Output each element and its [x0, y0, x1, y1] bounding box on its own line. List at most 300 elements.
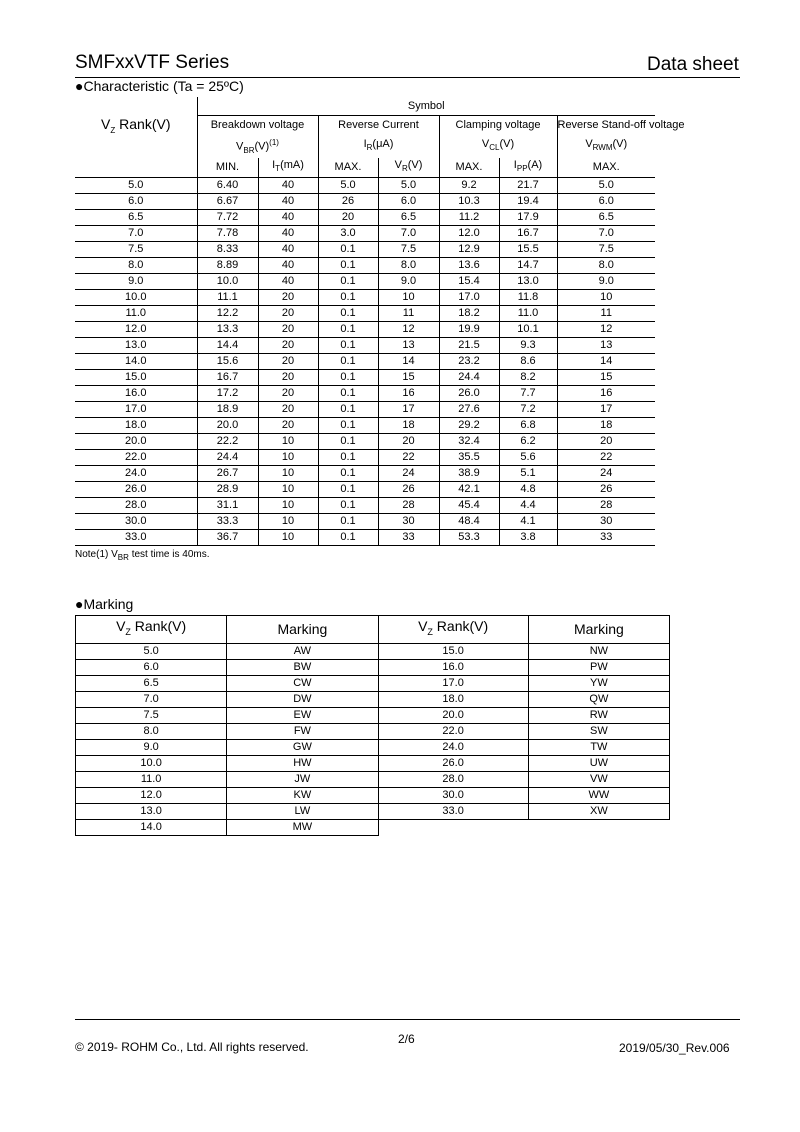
clamping-voltage-header: Clamping voltage — [439, 116, 557, 136]
marking-title-text: Marking — [83, 596, 134, 612]
table-row — [75, 273, 655, 289]
table-cell: 4.4 — [499, 497, 557, 513]
table-cell: 6.5 — [76, 675, 227, 691]
table-cell: 14.4 — [197, 337, 258, 353]
table-row — [75, 241, 655, 257]
table-row — [76, 643, 670, 659]
table-cell — [378, 819, 528, 835]
table-cell: 26 — [557, 481, 655, 497]
table-cell: YW — [528, 675, 669, 691]
table-cell: 15.0 — [378, 643, 528, 659]
table-cell: 8.0 — [75, 257, 197, 273]
table-cell: 28 — [557, 497, 655, 513]
table-cell: 0.1 — [318, 257, 378, 273]
table-row — [75, 417, 655, 433]
table-row — [76, 723, 670, 739]
table-cell: 10.3 — [439, 193, 499, 209]
table-row — [76, 739, 670, 755]
table-cell: 10.0 — [76, 755, 227, 771]
table-row — [76, 771, 670, 787]
table-cell: 7.0 — [75, 225, 197, 241]
table-cell: 15.6 — [197, 353, 258, 369]
table-cell: 26.0 — [378, 755, 528, 771]
breakdown-voltage-header: Breakdown voltage — [197, 116, 318, 136]
table-cell: 12 — [557, 321, 655, 337]
table-cell: 40 — [258, 209, 318, 225]
table-cell: 53.3 — [439, 529, 499, 545]
table-cell: 26 — [318, 193, 378, 209]
table-cell: 10 — [258, 513, 318, 529]
table-cell: FW — [227, 723, 378, 739]
table-cell: 0.1 — [318, 353, 378, 369]
table-cell: HW — [227, 755, 378, 771]
table-cell: 6.5 — [378, 209, 439, 225]
table-cell: 24 — [378, 465, 439, 481]
table-cell: JW — [227, 771, 378, 787]
table-cell: 20 — [557, 433, 655, 449]
table-row — [75, 401, 655, 417]
table-cell: XW — [528, 803, 669, 819]
table-cell: 40 — [258, 273, 318, 289]
table-cell: 3.0 — [318, 225, 378, 241]
table-cell: 30 — [378, 513, 439, 529]
table-cell: 33.3 — [197, 513, 258, 529]
table-cell: 3.8 — [499, 529, 557, 545]
table-cell: 17.0 — [439, 289, 499, 305]
table-cell: 0.1 — [318, 433, 378, 449]
table-cell: 0.1 — [318, 401, 378, 417]
table-cell: 6.0 — [76, 659, 227, 675]
table-cell: 23.2 — [439, 353, 499, 369]
table-cell: 10 — [258, 529, 318, 545]
table-cell: 16.7 — [197, 369, 258, 385]
table-cell: 11.0 — [75, 305, 197, 321]
table-cell: 7.0 — [557, 225, 655, 241]
table-row — [75, 257, 655, 273]
table-cell: 11 — [557, 305, 655, 321]
table-cell: 20 — [258, 321, 318, 337]
table-row — [76, 755, 670, 771]
table-cell: 24.4 — [439, 369, 499, 385]
min-header: MIN. — [197, 158, 258, 178]
table-cell: 0.1 — [318, 337, 378, 353]
table-cell: BW — [227, 659, 378, 675]
characteristic-section-title — [75, 78, 244, 94]
table-cell: 13.6 — [439, 257, 499, 273]
ir-symbol: $I_R(\mu A)$ — [318, 135, 439, 158]
table-cell: 10 — [557, 289, 655, 305]
table-cell: 0.1 — [318, 385, 378, 401]
table-cell: 5.6 — [499, 449, 557, 465]
table-cell: 10 — [258, 465, 318, 481]
vz-rank-header: $V_Z$ Rank(V) — [75, 97, 197, 158]
table-cell: 0.1 — [318, 465, 378, 481]
table-cell: 5.0 — [557, 177, 655, 193]
table-cell: QW — [528, 691, 669, 707]
table-cell: 31.1 — [197, 497, 258, 513]
table-cell: 7.5 — [75, 241, 197, 257]
vcl-symbol: $V_{CL}(V)$ — [439, 135, 557, 158]
table-row — [76, 803, 670, 819]
table-cell: 32.4 — [439, 433, 499, 449]
table-cell: 0.1 — [318, 369, 378, 385]
table-cell: 18.9 — [197, 401, 258, 417]
table-cell: 13.3 — [197, 321, 258, 337]
table-cell: 24.4 — [197, 449, 258, 465]
table-cell: 9.0 — [378, 273, 439, 289]
table-row — [76, 659, 670, 675]
table-cell: 16.7 — [499, 225, 557, 241]
table-cell: 17.0 — [75, 401, 197, 417]
table-cell: 7.2 — [499, 401, 557, 417]
table-cell: 0.1 — [318, 481, 378, 497]
table-cell: 5.0 — [378, 177, 439, 193]
table-cell: 18.2 — [439, 305, 499, 321]
table-cell: 14.7 — [499, 257, 557, 273]
table-cell: 5.0 — [76, 643, 227, 659]
table-cell: 0.1 — [318, 529, 378, 545]
characteristic-table — [75, 97, 685, 546]
table-cell: 4.8 — [499, 481, 557, 497]
table-row — [75, 449, 655, 465]
vrwm-max-header: MAX. — [557, 158, 655, 178]
table-cell: 45.4 — [439, 497, 499, 513]
table-cell: 36.7 — [197, 529, 258, 545]
table-row — [75, 385, 655, 401]
bullet-icon: ● — [75, 596, 84, 612]
table-cell: 6.8 — [499, 417, 557, 433]
table-row — [75, 209, 655, 225]
table-cell: 20 — [258, 305, 318, 321]
table-row — [75, 289, 655, 305]
table-cell: 17.2 — [197, 385, 258, 401]
table-cell: 11 — [378, 305, 439, 321]
table-cell: 20 — [258, 337, 318, 353]
table-cell: 20 — [258, 417, 318, 433]
table-cell: 6.5 — [75, 209, 197, 225]
table-cell: 33 — [378, 529, 439, 545]
table-cell: 10 — [258, 449, 318, 465]
vz-rank-header-spacer — [75, 158, 197, 178]
table-cell: MW — [227, 819, 378, 835]
vr-header: $V_R(V)$ — [378, 158, 439, 178]
table-cell: 9.0 — [75, 273, 197, 289]
table-cell: 18.0 — [378, 691, 528, 707]
table-cell: 33 — [557, 529, 655, 545]
table-cell: 0.1 — [318, 497, 378, 513]
table-cell: 8.2 — [499, 369, 557, 385]
table-cell: 8.33 — [197, 241, 258, 257]
table-cell: 12 — [378, 321, 439, 337]
symbol-header: Symbol — [197, 97, 655, 116]
table-cell: 26.7 — [197, 465, 258, 481]
table-cell: 13 — [378, 337, 439, 353]
table-cell: TW — [528, 739, 669, 755]
table-cell: 15 — [378, 369, 439, 385]
ir-max-header: MAX. — [318, 158, 378, 178]
table-cell: 29.2 — [439, 417, 499, 433]
characteristic-title-text: Characteristic (Ta = 25ºC) — [83, 78, 244, 94]
table-cell: RW — [528, 707, 669, 723]
table-cell: VW — [528, 771, 669, 787]
table-cell: 10 — [258, 481, 318, 497]
table-cell: 13 — [557, 337, 655, 353]
table-cell: 5.1 — [499, 465, 557, 481]
table-cell: 24 — [557, 465, 655, 481]
document-type: Data sheet — [647, 54, 739, 75]
table-cell: 5.0 — [318, 177, 378, 193]
it-header: $I_T(mA)$ — [258, 158, 318, 178]
table-cell: 10.0 — [197, 273, 258, 289]
table-cell: PW — [528, 659, 669, 675]
table-row — [75, 433, 655, 449]
table-row — [75, 465, 655, 481]
table-cell: 18 — [557, 417, 655, 433]
table-cell: 16.0 — [75, 385, 197, 401]
table-cell: 20.0 — [378, 707, 528, 723]
vcl-max-header: MAX. — [439, 158, 499, 178]
table-row — [75, 305, 655, 321]
table-row — [75, 497, 655, 513]
table-cell: 11.2 — [439, 209, 499, 225]
table-cell: 13.0 — [76, 803, 227, 819]
table-cell: 8.0 — [557, 257, 655, 273]
table-cell: 19.9 — [439, 321, 499, 337]
table-row — [75, 481, 655, 497]
table-cell: 28.0 — [75, 497, 197, 513]
table-cell: 14.0 — [76, 819, 227, 835]
table-cell: 17 — [378, 401, 439, 417]
table-cell: 13.0 — [499, 273, 557, 289]
table-cell: 11.0 — [499, 305, 557, 321]
table-cell: 24.0 — [75, 465, 197, 481]
marking-table — [75, 615, 670, 836]
standoff-voltage-header: Reverse Stand-off voltage — [557, 119, 685, 131]
table-row — [75, 225, 655, 241]
table-cell: 7.5 — [378, 241, 439, 257]
table-cell: 20 — [258, 369, 318, 385]
table-cell: 26 — [378, 481, 439, 497]
table-cell: 33.0 — [75, 529, 197, 545]
table-cell — [528, 819, 669, 835]
table-cell: GW — [227, 739, 378, 755]
table-cell: 0.1 — [318, 449, 378, 465]
table-cell: 16 — [557, 385, 655, 401]
table-cell: 28.0 — [378, 771, 528, 787]
revision: 2019/05/30_Rev.006 — [619, 1041, 730, 1055]
table-cell: 20 — [258, 401, 318, 417]
table-cell: 22 — [378, 449, 439, 465]
table-cell: 15.0 — [75, 369, 197, 385]
table-cell: 6.0 — [378, 193, 439, 209]
table-cell: 26.0 — [439, 385, 499, 401]
table-cell: 10.0 — [75, 289, 197, 305]
table-cell: 22.2 — [197, 433, 258, 449]
table-cell: 30 — [557, 513, 655, 529]
table-cell: 7.0 — [76, 691, 227, 707]
table-cell: 8.0 — [378, 257, 439, 273]
marking-header-right: Marking — [528, 616, 669, 644]
table-cell: UW — [528, 755, 669, 771]
table-cell: 8.89 — [197, 257, 258, 273]
table-cell: 9.0 — [76, 739, 227, 755]
table-cell: 15 — [557, 369, 655, 385]
table-cell: 33.0 — [378, 803, 528, 819]
table-cell: 17.0 — [378, 675, 528, 691]
vbr-symbol: $V_{BR}(V)^{(1)}$ — [197, 135, 318, 158]
table-cell: 19.4 — [499, 193, 557, 209]
table-cell: 7.78 — [197, 225, 258, 241]
table-row — [76, 707, 670, 723]
table-cell: 10.1 — [499, 321, 557, 337]
table-cell: CW — [227, 675, 378, 691]
table-cell: 16.0 — [378, 659, 528, 675]
table-cell: 20.0 — [75, 433, 197, 449]
table-cell: 15.4 — [439, 273, 499, 289]
table-cell: 30.0 — [75, 513, 197, 529]
table-cell: 35.5 — [439, 449, 499, 465]
table-cell: 7.5 — [76, 707, 227, 723]
marking-vz-header-left: $V_Z$ Rank(V) — [76, 616, 227, 644]
table-cell: 6.5 — [557, 209, 655, 225]
table-cell: 7.0 — [378, 225, 439, 241]
table-cell: 8.0 — [76, 723, 227, 739]
table-cell: AW — [227, 643, 378, 659]
table-cell: 28 — [378, 497, 439, 513]
table-cell: 28.9 — [197, 481, 258, 497]
table-cell: 6.0 — [75, 193, 197, 209]
table-cell: 10 — [258, 433, 318, 449]
table-cell: 7.7 — [499, 385, 557, 401]
table-cell: 22.0 — [378, 723, 528, 739]
vrwm-symbol: $V_{RWM}(V)$ — [585, 138, 628, 153]
table-cell: 20 — [318, 209, 378, 225]
table-cell: 14.0 — [75, 353, 197, 369]
table-cell: 0.1 — [318, 273, 378, 289]
table-cell: 40 — [258, 257, 318, 273]
table-cell: 48.4 — [439, 513, 499, 529]
table-cell: 12.0 — [75, 321, 197, 337]
table-cell: WW — [528, 787, 669, 803]
table-cell: 22.0 — [75, 449, 197, 465]
table-cell: 6.67 — [197, 193, 258, 209]
table-cell: 38.9 — [439, 465, 499, 481]
table-cell: 14 — [378, 353, 439, 369]
table-cell: 40 — [258, 177, 318, 193]
table-cell: SW — [528, 723, 669, 739]
table-cell: 12.2 — [197, 305, 258, 321]
table-cell: 6.40 — [197, 177, 258, 193]
table-row — [76, 691, 670, 707]
table-cell: 9.2 — [439, 177, 499, 193]
table-cell: 30.0 — [378, 787, 528, 803]
table-cell: 0.1 — [318, 241, 378, 257]
table-cell: 20 — [258, 385, 318, 401]
table-cell: 26.0 — [75, 481, 197, 497]
footer-rule — [75, 1019, 740, 1020]
table-cell: 42.1 — [439, 481, 499, 497]
table-cell: 6.0 — [557, 193, 655, 209]
table-cell: 0.1 — [318, 417, 378, 433]
table-row — [75, 321, 655, 337]
table-cell: 11.8 — [499, 289, 557, 305]
table-cell: 21.7 — [499, 177, 557, 193]
table-cell: 0.1 — [318, 289, 378, 305]
reverse-current-header: Reverse Current — [318, 116, 439, 136]
table-cell: 12.9 — [439, 241, 499, 257]
table-cell: 12.0 — [76, 787, 227, 803]
table-cell: 8.6 — [499, 353, 557, 369]
ipp-header: $I_{PP}(A)$ — [499, 158, 557, 178]
table-cell: 13.0 — [75, 337, 197, 353]
table-cell: 17 — [557, 401, 655, 417]
table-cell: 10 — [378, 289, 439, 305]
table-cell: 9.3 — [499, 337, 557, 353]
table-cell: 12.0 — [439, 225, 499, 241]
table-cell: 4.1 — [499, 513, 557, 529]
table-cell: 11.0 — [76, 771, 227, 787]
table-row — [75, 337, 655, 353]
table-cell: 18 — [378, 417, 439, 433]
copyright: © 2019- ROHM Co., Ltd. All rights reserved. — [75, 1040, 309, 1054]
table-cell: LW — [227, 803, 378, 819]
table-row — [75, 513, 655, 529]
table-row — [76, 787, 670, 803]
table-cell: 18.0 — [75, 417, 197, 433]
marking-vz-header-right: $V_Z$ Rank(V) — [378, 616, 528, 644]
bullet-icon: ● — [75, 78, 84, 94]
table-cell: 20 — [258, 289, 318, 305]
document-title: SMFxxVTF Series — [75, 52, 230, 73]
table-row — [75, 177, 655, 193]
table-row — [75, 193, 655, 209]
table-cell: 7.72 — [197, 209, 258, 225]
table-cell: KW — [227, 787, 378, 803]
table-cell: 0.1 — [318, 321, 378, 337]
table-cell: 24.0 — [378, 739, 528, 755]
table-cell: 14 — [557, 353, 655, 369]
table-cell: 5.0 — [75, 177, 197, 193]
table-cell: 22 — [557, 449, 655, 465]
table-row — [75, 529, 655, 545]
marking-section-title — [75, 596, 133, 612]
table-cell: DW — [227, 691, 378, 707]
table-cell: 9.0 — [557, 273, 655, 289]
table-cell: EW — [227, 707, 378, 723]
table-cell: 6.2 — [499, 433, 557, 449]
table-cell: 21.5 — [439, 337, 499, 353]
table-cell: 15.5 — [499, 241, 557, 257]
page-number: 2/6 — [398, 1032, 415, 1046]
marking-header-left: Marking — [227, 616, 378, 644]
table-cell: 20.0 — [197, 417, 258, 433]
table-cell: 40 — [258, 193, 318, 209]
table-cell: 20 — [258, 353, 318, 369]
table-cell: 40 — [258, 225, 318, 241]
footnote: Note(1) $V_{BR}$ test time is 40ms. — [75, 549, 210, 562]
table-row — [75, 353, 655, 369]
table-cell: 7.5 — [557, 241, 655, 257]
table-cell: 40 — [258, 241, 318, 257]
table-cell: 0.1 — [318, 513, 378, 529]
table-row — [76, 819, 670, 835]
table-cell: 0.1 — [318, 305, 378, 321]
table-cell: 11.1 — [197, 289, 258, 305]
table-cell: 17.9 — [499, 209, 557, 225]
table-cell: NW — [528, 643, 669, 659]
table-cell: 27.6 — [439, 401, 499, 417]
table-cell: 16 — [378, 385, 439, 401]
